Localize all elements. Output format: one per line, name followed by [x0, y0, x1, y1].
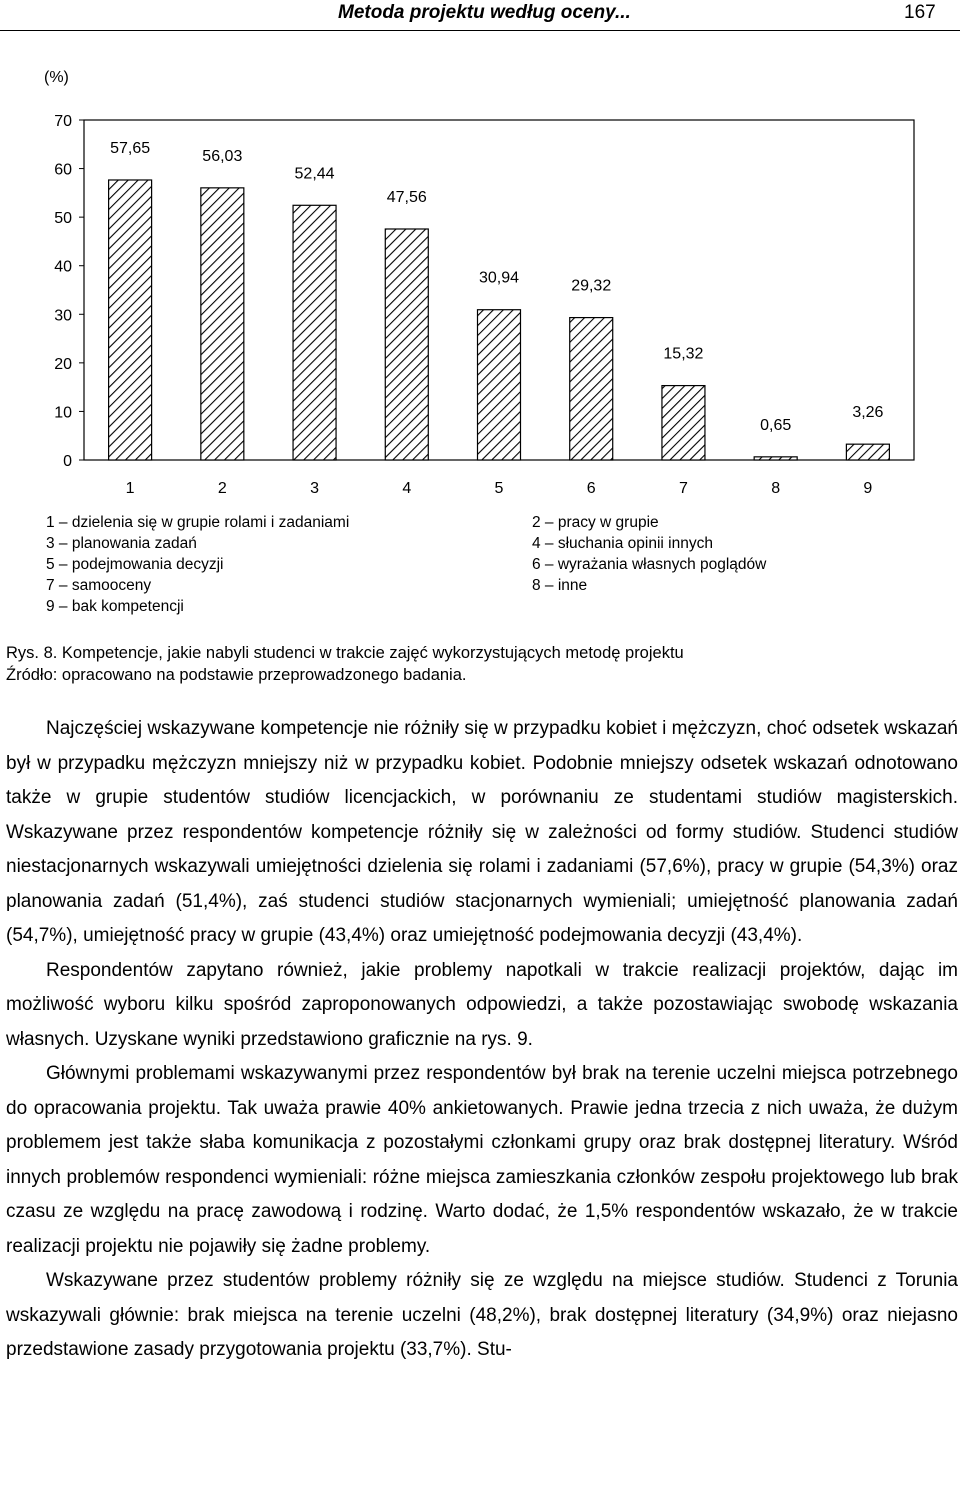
legend-right: [532, 512, 766, 596]
legend-item: 2 – pracy w grupie: [532, 514, 659, 531]
body-text: [6, 712, 958, 1368]
x-tick-label: 4: [402, 480, 412, 497]
y-tick-label: 0: [63, 453, 72, 470]
paragraph: Głównymi problemami wskazywanymi przez respondentów był brak na terenie uczelni miejsca potrzebnego do opracowania projektu. Tak uważa prawie 40% ankietowanych. Prawie jedna trzecia z nich uważa, że dużym problemem jest także słaba komunikacja z pozostałymi członkami grupy oraz brak dostępnej literatury. Wśród innych problemów respondenci wymieniali: różne miejsca zamieszkania członków zespołu projektowego lub brak czasu ze względu na pracę zawodową i rodzinę. Warto dodać, że 1,5% respondentów wskazało, że w trakcie realizacji projektu nie pojawiły się żadne problemy.: [6, 1063, 958, 1257]
bar-3: [293, 205, 336, 460]
paragraph: Wskazywane przez studentów problemy różniły się ze względu na miejsce studiów. Studenci z Torunia wskazywali głównie: brak miejsca na terenie uczelni (48,2%), brak dostępnej literatury (34,9%) oraz niejasno przedstawione zasady przygotowania projektu (33,7%). Stu-: [6, 1270, 958, 1360]
bar-value-label: 3,26: [852, 404, 884, 422]
y-tick-label: 70: [54, 113, 72, 130]
bar-value-label: 57,65: [110, 139, 151, 157]
x-tick-label: 3: [310, 480, 320, 497]
running-title: Metoda projektu według oceny...: [338, 2, 631, 23]
page-header: [0, 0, 960, 31]
x-tick-label: 1: [125, 480, 135, 497]
legend-item: 9 – bak kompetencji: [46, 598, 184, 615]
bar-value-label: 52,44: [294, 165, 335, 183]
legend-left: [46, 512, 349, 617]
x-tick-label: 2: [217, 480, 227, 497]
figure-caption: [6, 642, 684, 686]
x-tick-label: 8: [771, 480, 781, 497]
x-tick-label: 6: [586, 480, 596, 497]
bar-5: [478, 310, 521, 460]
bar-value-label: 0,65: [760, 416, 792, 434]
x-tick-label: 7: [678, 480, 688, 497]
bar-2: [201, 188, 244, 460]
bar-9: [846, 444, 889, 460]
legend-item: 8 – inne: [532, 577, 588, 594]
y-tick-label: 20: [54, 355, 72, 373]
bar-value-label: 29,32: [571, 277, 612, 295]
legend-item: 3 – planowania zadań: [46, 535, 197, 552]
bar-7: [662, 386, 705, 460]
paragraph: Najczęściej wskazywane kompetencje nie różniły się w przypadku kobiet i mężczyzn, choć odsetek wskazań był w przypadku mężczyzn mniejszy niż w przypadku kobiet. Podobnie mniejszy odsetek wskazań odnotowano także w grupie studentów studiów licencjackich, w porównaniu ze studentami studiów magisterskich. Wskazywane przez respondentów kompetencje różniły się w zależności od formy studiów. Studenci studiów niestacjonarnych wskazywali umiejętności dzielenia się rolami i zadaniami (57,6%), pracy w grupie (54,3%) oraz planowania zadań (51,4%), zaś studenci studiów stacjonarnych wymieniali; umiejętność planowania zadań (54,7%), umiejętność pracy w grupie (43,4%) oraz umiejętność podejmowania decyzji (43,4%).: [6, 718, 958, 946]
caption-source: Źródło: opracowano na podstawie przeprowadzonego badania.: [6, 666, 467, 684]
y-tick-label: 60: [54, 161, 72, 179]
legend-item: 6 – wyrażania własnych poglądów: [532, 556, 767, 573]
legend-item: 1 – dzielenia się w grupie rolami i zadaniami: [46, 514, 350, 531]
bar-8: [754, 457, 797, 460]
x-tick-label: 5: [494, 480, 504, 497]
legend-item: 5 – podejmowania decyzji: [46, 556, 224, 573]
x-tick-label: 9: [863, 480, 873, 497]
y-tick-label: 30: [54, 307, 72, 325]
bar-value-label: 30,94: [478, 269, 520, 287]
legend-item: 7 – samooceny: [46, 577, 152, 594]
y-tick-label: 10: [54, 404, 72, 422]
y-tick-label: 40: [54, 258, 72, 276]
bar-chart: [0, 60, 960, 500]
bar-6: [570, 318, 613, 460]
bar-value-label: 47,56: [386, 188, 427, 206]
paragraph: Respondentów zapytano również, jakie problemy napotkali w trakcie realizacji projektów, dając im możliwość wyboru kilku spośród zaproponowanych odpowiedzi, a także pozostawiając swobodę wskazania własnych. Uzyskane wyniki przedstawiono graficznie na rys. 9.: [6, 959, 958, 1050]
page-number: 167: [904, 2, 936, 23]
bar-4: [385, 229, 428, 460]
y-tick-label: 50: [54, 210, 72, 228]
legend-item: 4 – słuchania opinii innych: [532, 535, 713, 552]
y-axis-label: (%): [44, 69, 69, 86]
bar-value-label: 56,03: [202, 147, 243, 165]
bar-1: [109, 180, 152, 460]
caption-title: Rys. 8. Kompetencje, jakie nabyli studenci w trakcie zajęć wykorzystujących metodę projektu: [6, 644, 684, 662]
bar-value-label: 15,32: [663, 345, 704, 363]
